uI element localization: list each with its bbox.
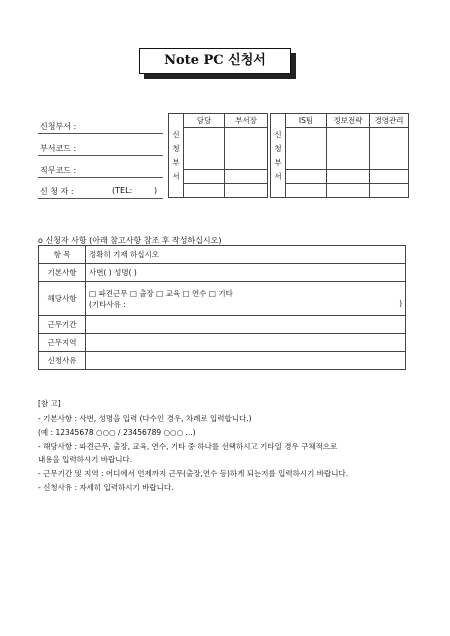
approval-col-staff: 담당 — [184, 114, 225, 128]
date-cell[interactable] — [327, 170, 370, 184]
place-field[interactable] — [86, 334, 406, 352]
tel-close: ) — [154, 186, 158, 195]
date-cell[interactable] — [327, 184, 370, 198]
item-header-label: 항 목 — [39, 246, 86, 264]
date-cell[interactable] — [370, 170, 409, 184]
date-cell[interactable] — [184, 184, 225, 198]
place-label: 근무지역 — [39, 334, 86, 352]
sign-cell[interactable] — [370, 128, 409, 170]
approval-table-right — [270, 113, 409, 198]
basic-info-field[interactable]: 사번( ) 성명( ) — [86, 264, 406, 282]
reference-heading: [참 고] — [38, 399, 61, 408]
type-other-close: ) — [399, 298, 402, 308]
date-cell[interactable] — [225, 170, 268, 184]
reason-field[interactable] — [86, 352, 406, 370]
date-cell[interactable] — [184, 170, 225, 184]
date-cell[interactable] — [286, 184, 327, 198]
applicant-table — [38, 245, 406, 370]
type-other-row — [89, 299, 402, 310]
sign-cell[interactable] — [184, 128, 225, 170]
period-label: 근무기간 — [39, 316, 86, 334]
reference-line: (예 : 12345678 ○○○ / 23456789 ○○○ ...) — [38, 428, 196, 437]
approval-col-management: 경영관리 — [370, 114, 409, 128]
approval-table-left — [168, 113, 268, 198]
reference-line: 내용을 입력하시기 바랍니다. — [38, 455, 133, 464]
dept-code-label: 부서코드 : — [40, 144, 77, 153]
item-header-value: 정확히 기재 하십시오 — [86, 246, 406, 264]
tel-label: (TEL: — [112, 186, 133, 195]
reason-label: 신청사유 — [39, 352, 86, 370]
approval-right-vertical: 신 청 부 서 — [271, 114, 286, 198]
type-label: 해당사항 — [39, 282, 86, 316]
basic-info-label: 기본사항 — [39, 264, 86, 282]
instruction-text: o 신청자 사항 (아래 참고사항 참조 후 작성하십시오) — [38, 236, 222, 245]
applicant-line — [38, 198, 163, 199]
sign-cell[interactable] — [327, 128, 370, 170]
page-title: Note PC 신청서 — [139, 48, 291, 74]
approval-col-manager: 부서장 — [225, 114, 268, 128]
approval-col-is-team: IS팀 — [286, 114, 327, 128]
date-cell[interactable] — [370, 184, 409, 198]
reference-line: - 해당사항 : 파견근무, 출장, 교육, 연수, 기타 중 하나를 선택하시고 기타일 경우 구체적으로 — [38, 442, 338, 451]
sign-cell[interactable] — [286, 128, 327, 170]
applicant-label: 신 청 자 : — [40, 187, 74, 196]
date-cell[interactable] — [225, 184, 268, 198]
job-code-label: 직무코드 : — [40, 166, 77, 175]
dept-code-line — [38, 155, 163, 156]
job-code-line — [38, 177, 163, 178]
type-options[interactable]: □ 파견근무 □ 출장 □ 교육 □ 연수 □ 기타 — [89, 288, 233, 298]
reference-line: - 기본사항 : 사번, 성명을 입력 (다수인 경우, 차례로 입력합니다.) — [38, 414, 252, 423]
sign-cell[interactable] — [225, 128, 268, 170]
reference-line: - 신청사유 : 자세히 입력하시기 바랍니다. — [38, 483, 174, 492]
approval-left-vertical: 신 청 부 서 — [169, 114, 184, 198]
period-field[interactable] — [86, 316, 406, 334]
date-cell[interactable] — [286, 170, 327, 184]
type-field[interactable] — [86, 282, 406, 316]
approval-col-strategy: 정보전략 — [327, 114, 370, 128]
dept-label: 신청부서 : — [40, 122, 77, 131]
reference-line: - 근무기간 및 지역 : 어디에서 언제까지 근무(출장,연수 등)하게 되는지를 입력하시기 바랍니다. — [38, 469, 349, 478]
dept-line — [38, 133, 163, 134]
type-other-label: (기타사유 : — [89, 299, 126, 309]
